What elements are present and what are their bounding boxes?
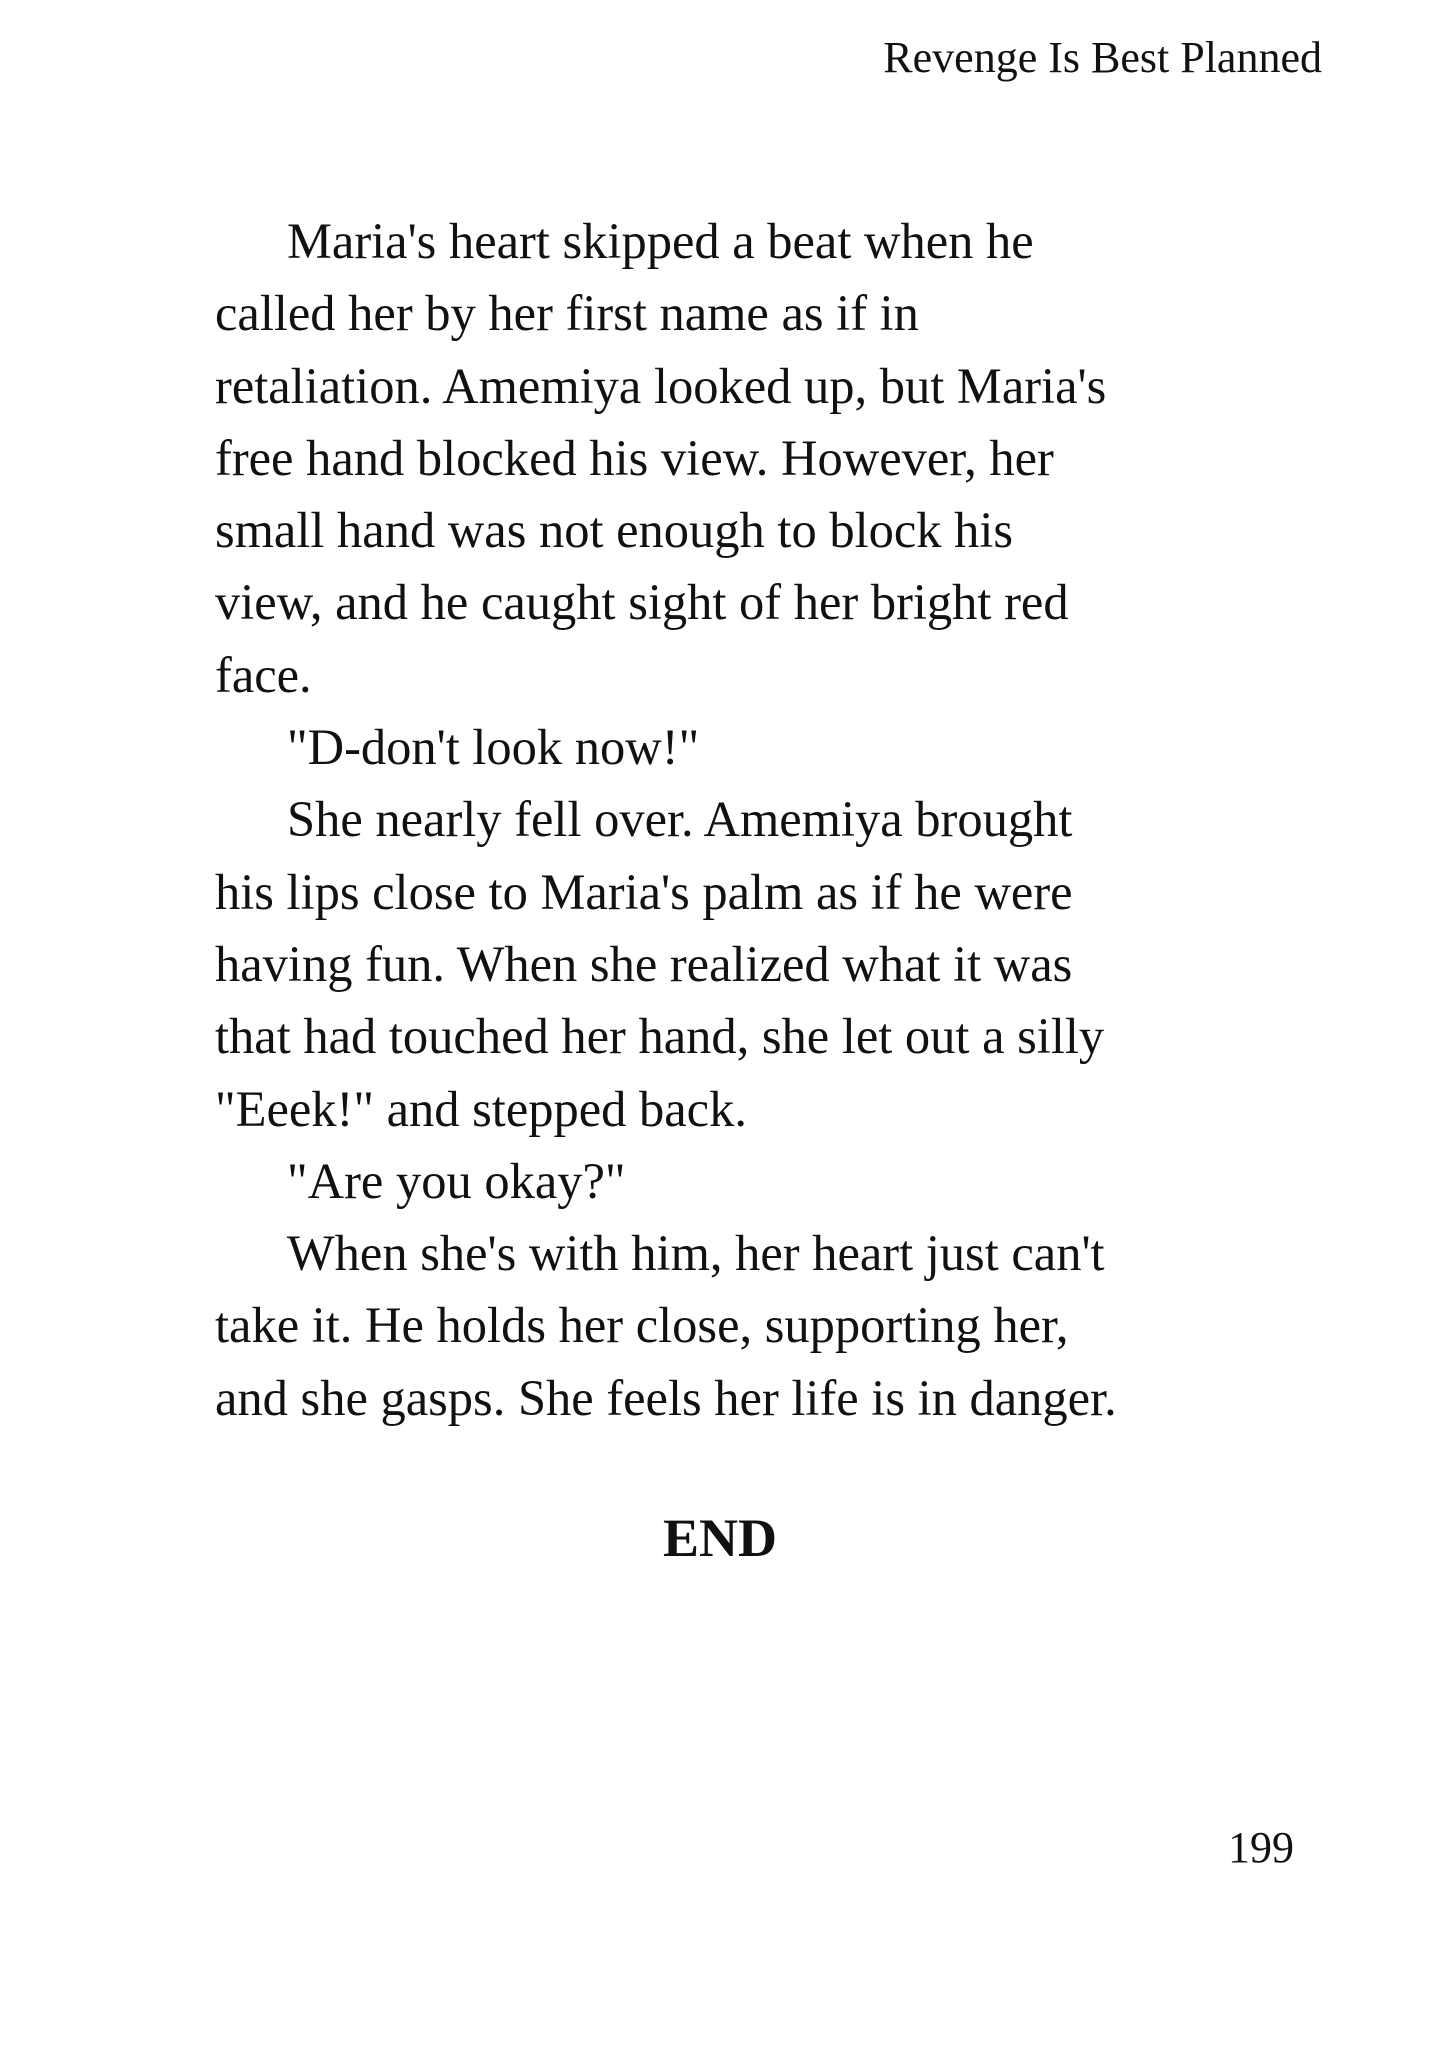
- text-line: free hand blocked his view. However, her: [215, 429, 1054, 486]
- text-line: called her by her first name as if in: [215, 285, 919, 342]
- text-line: small hand was not enough to block his: [215, 502, 1014, 559]
- text-line: having fun. When she realized what it was: [215, 935, 1073, 992]
- text-line: Maria's heart skipped a beat when he: [287, 213, 1034, 269]
- text-line: She nearly fell over. Amemiya brought: [287, 791, 1073, 848]
- end-mark: END: [662, 1508, 777, 1568]
- page-number: 199: [1228, 1823, 1294, 1872]
- text-line: face.: [215, 646, 312, 703]
- text-line: and she gasps. She feels her life is in danger.: [215, 1369, 1117, 1426]
- text-line: view, and he caught sight of her bright red: [215, 574, 1069, 631]
- text-line: "Are you okay?": [287, 1152, 626, 1209]
- body-text: [215, 205, 1240, 1434]
- text-line: retaliation. Amemiya looked up, but Maria's: [215, 357, 1107, 414]
- text-line: his lips close to Maria's palm as if he were: [215, 863, 1073, 920]
- text-line: "Eeek!" and stepped back.: [215, 1080, 747, 1137]
- text-line: "D-don't look now!": [287, 719, 700, 776]
- text-line: take it. He holds her close, supporting her,: [215, 1297, 1069, 1354]
- running-header: Revenge Is Best Planned: [883, 33, 1322, 82]
- text-line: When she's with him, her heart just can't: [287, 1225, 1105, 1282]
- text-line: that had touched her hand, she let out a silly: [215, 1008, 1105, 1065]
